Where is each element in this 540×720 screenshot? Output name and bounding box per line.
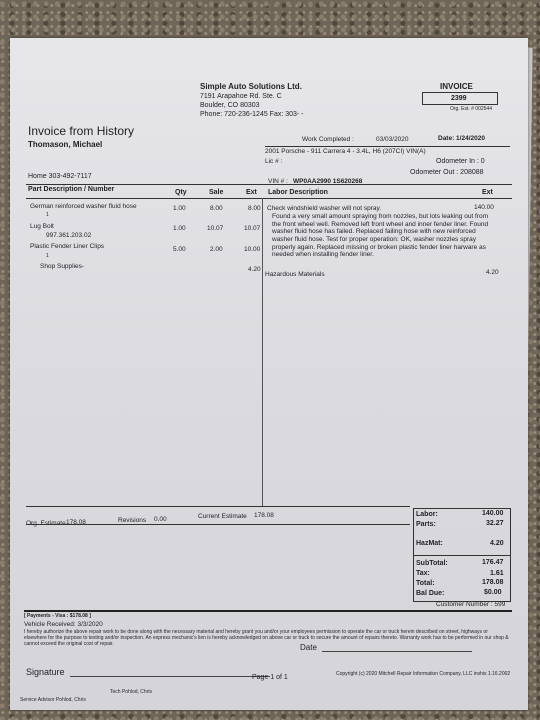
total-label: Total: [416,580,435,587]
vin-label: VIN # : [268,178,288,185]
work-completed-label: Work Completed : [302,136,354,143]
part-row-2-sale: 10.07 [207,225,224,232]
qty-header: Qty [175,189,187,196]
balance-due-value: $0.00 [484,589,502,596]
labor-total-value: 140.00 [482,510,504,517]
labor-total-label: Labor: [416,511,438,518]
hazmat-total-label: HazMat: [416,540,443,547]
shop-phone: Phone: 720-236-1245 Fax: 303- - [200,111,304,118]
revisions-label: Revisions [118,517,147,524]
current-estimate-value: 178.08 [254,512,274,519]
labor-title: Check windshield washer will not spray. [267,205,382,212]
customer-home-phone: Home 303-492-7117 [28,173,92,180]
part-row-2-qty: 1.00 [173,225,186,232]
part-row-2-description: Lug Bolt [30,223,54,230]
balance-due-label: Bal Due: [416,590,445,597]
header-bottom-rule [26,198,512,199]
invoice-date: Date: 1/24/2020 [438,135,485,142]
shop-name: Simple Auto Solutions Ltd. [200,82,302,91]
estimate-top-rule [26,506,410,507]
subtotal-value: 176.47 [482,559,504,566]
labor-amount: 140.00 [474,204,494,211]
odometer-in: Odometer In : 0 [436,158,485,165]
sale-header: Sale [209,189,224,196]
shop-address-line2: Boulder, CO 80303 [200,102,260,109]
revisions-value: 0.00 [154,516,167,523]
labor-description-header: Labor Description [268,189,328,196]
work-completed-date: 03/03/2020 [376,136,409,143]
total-value: 178.08 [482,579,504,586]
part-row-3-number: 1 [46,253,49,259]
repair-authorization-text: I hereby authorize the above repair work to be done along with the necessary material and hereby grant you and/or your employees permission to operate the car or truck herein described on street, highways or elsewhere for the purpose to testing and/or inspection. An express mechanic's lien is hereby acknowledged on above car or truck to secure the amount of repairs thereto. Warranty work has to be performed in our shop & cannot exceed the original cost of repair. [24,629,509,647]
invoice-number: 2399 [451,95,467,102]
part-row-3-description: Plastic Fender Liner Clips [30,243,105,250]
part-row-4-ext: 4.20 [248,266,261,273]
part-row-3-qty: 5.00 [173,246,186,253]
subtotal-rule [413,555,510,556]
document-title: Invoice from History [28,124,135,138]
invoice-number-box [422,92,498,105]
part-row-1-sale: 8.00 [210,205,223,212]
vin-number: WP0AA2990 1S620268 [293,178,363,185]
hazmat-total-value: 4.20 [490,540,504,547]
header-top-rule [26,184,512,185]
part-row-2-ext: 10.07 [244,225,261,232]
odometer-out: Odometer Out : 208088 [410,169,484,176]
parts-total-value: 32.27 [486,520,504,527]
invoice-document [10,38,528,710]
part-row-1-description: German reinforced washer fluid hose [30,203,137,210]
signature-line[interactable] [70,676,270,677]
customer-number: Customer Number : 599 [436,601,506,608]
part-row-1-qty: 1.00 [173,205,186,212]
original-estimate-label: Org. Estimate [26,520,66,527]
original-estimate-value: 178.08 [66,519,86,526]
signature-label: Signature [26,667,65,677]
column-divider [262,198,263,506]
subtotal-label: SubTotal: [416,560,448,567]
part-row-2-number: 997.361.203.02 [46,232,92,239]
part-row-3-ext: 10.00 [244,246,261,253]
original-estimate-number: Org. Est. # 002544 [450,106,492,112]
tax-label: Tax: [416,570,430,577]
copyright-notice: Copyright (c) 2020 Mitchell Repair Information Company, LLC invhis 1.16.2002 [336,671,511,677]
current-estimate-label: Current Estimate [198,513,247,520]
page-number: Page 1 of 1 [252,674,288,681]
vehicle-received: Vehicle Received: 3/3/2020 [24,621,103,628]
date-label: Date [300,643,317,652]
part-row-1-ext: 8.00 [248,205,261,212]
part-description-header: Part Description / Number [28,186,115,193]
payments-note: [ Payments - Visa : $178.08 ] [24,613,91,619]
tax-value: 1.61 [490,570,504,577]
date-line[interactable] [322,651,472,652]
service-advisor: Service Advisor Pohlod, Chris [20,697,86,703]
hazardous-materials-label: Hazardous Materials [265,271,325,278]
technician: Tech Pohlod, Chris [110,689,152,695]
divider-line [265,146,510,147]
shop-address-line1: 7191 Arapahoe Rd. Ste. C [200,93,282,100]
parts-ext-header: Ext [246,189,257,196]
labor-ext-header: Ext [482,189,493,196]
hazardous-materials-amount: 4.20 [486,269,499,276]
vehicle-description: 2001 Porsche - 911 Carrera 4 - 3.4L, H6 (207CI) VIN(A) [265,148,426,155]
invoice-label: INVOICE [440,82,473,91]
license-plate: Lic # : [265,158,283,165]
part-row-1-number: 1 [46,212,49,218]
payments-rule [24,610,512,612]
parts-total-label: Parts: [416,521,436,528]
customer-name: Thomason, Michael [28,140,103,149]
part-row-4-description: Shop Supplies- [40,263,85,270]
labor-details: Found a very small amount spraying from nozzles, but lots leaking out from the front wheel well. Removed left front wheel and inner fender liner. Found washer fluid hose has failed. Replaced failing hose with new reinforced washer fluid hose. Test for proper operation: OK, washer nozzles spray properly again. Replaced missing or broken plastic fender liner harware as needed when installing fender liner. [272,213,489,259]
estimate-bottom-rule [26,524,410,525]
part-row-3-sale: 2.00 [210,246,223,253]
